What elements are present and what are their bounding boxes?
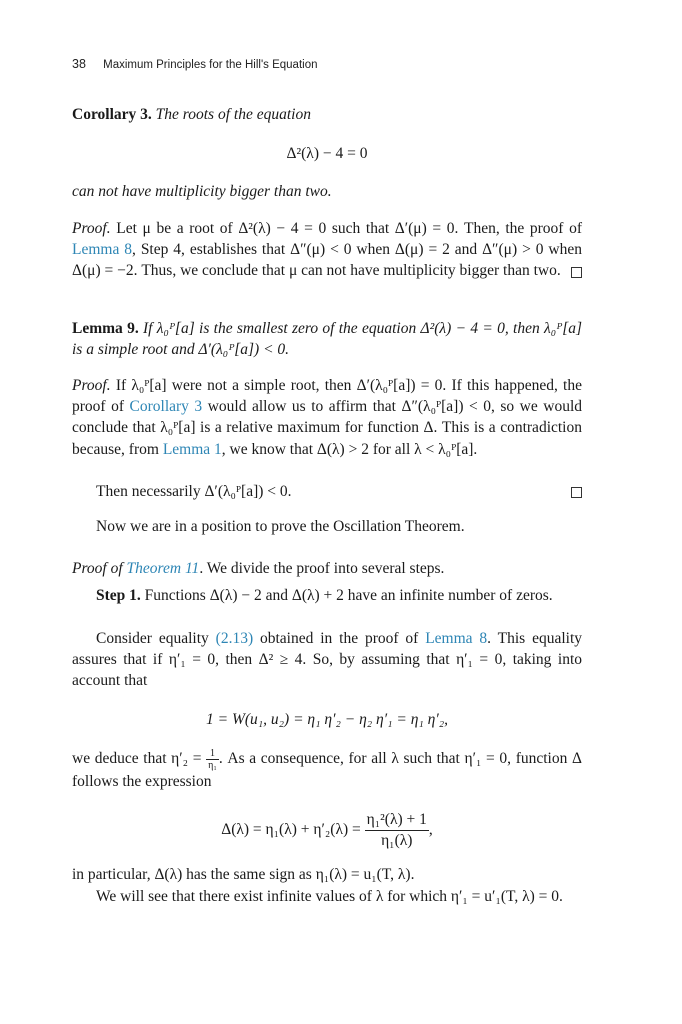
proof-of-label: Proof of [72,560,123,577]
corollary-conclusion: can not have multiplicity bigger than two. [72,183,332,200]
proof-text: Let μ be a root of Δ²(λ) − 4 = 0 such that Δ′(μ) = 0. Then, the proof of [116,220,582,237]
fraction-denominator: η₁(λ) [381,832,413,849]
proof-lemma-9-conclusion [72,481,582,502]
lemma-9-statement [72,318,582,360]
proof-theorem-11 [72,558,582,579]
proof-label: Proof. [72,220,111,237]
proof-corollary [72,218,582,282]
eq-2-13-link[interactable]: (2.13) [215,630,254,647]
step-label: Step 1. [96,587,141,604]
fraction-numerator: η₁²(λ) + 1 [365,810,429,831]
proof-intro-text: . We divide the proof into several steps. [199,560,445,577]
running-title: Maximum Principles for the Hill's Equation [103,59,318,71]
paragraph-sign: in particular, Δ(λ) has the same sign as η₁(λ) = u₁(T, λ). [72,866,415,883]
para-text: Consider equality [96,630,209,647]
delta-equation [72,810,582,851]
lemma-text: If λ₀ᴾ[a] is the smallest zero of the equation Δ²(λ) − 4 = 0, then λ₀ᴾ[a] is a simple root and Δ′(λ₀ᴾ[a]) < 0. [72,320,583,359]
corollary-3-link[interactable]: Corollary 3 [129,398,203,416]
equation-tail: , [428,821,433,839]
para-text-end: . This equality assures that if η′₁ = 0, then Δ² ≥ 4. So, by assuming that η′₁ = 0, taking into account that [72,630,582,690]
fraction-numerator: 1 [206,748,219,760]
fraction [365,810,429,851]
proof-lemma-9 [72,375,582,460]
page-number: 38 [72,57,86,71]
fraction [206,748,219,771]
para-text: obtained in the proof of [259,630,419,647]
fraction-denominator: η₁ [208,760,217,771]
lemma-1-link[interactable]: Lemma 1 [162,440,222,458]
qed-box [571,487,582,498]
conclusion-text: Then necessarily Δ′(λ₀ᴾ[a]) < 0. [96,483,292,500]
corollary-equation: Δ²(λ) − 4 = 0 [286,145,368,162]
proof-text: If λ₀ᴾ[a] were not a simple root, then Δ′(λ₀ᴾ[a]) = 0. If this happened, the proof of [72,377,582,416]
qed-box [571,267,582,278]
proof-text-cont: would allow us to affirm that Δ″(λ₀ᴾ[a]) < 0, so we would conclude that λ₀ᴾ[a] is a relative maximum for function Δ. This is a contradiction because, from [72,398,582,458]
lemma-label: Lemma 9. [72,320,139,337]
running-header [72,57,318,71]
corollary-statement [72,104,582,125]
wronskian-equation: 1 = W(u₁, u₂) = η₁ η′₂ − η₂ η′₁ = η₁ η′₂, [206,711,448,728]
paragraph-deduce [72,748,582,792]
theorem-11-link[interactable]: Theorem 11 [126,560,200,577]
lemma-8-link[interactable]: Lemma 8 [425,630,488,647]
equation-lhs: Δ(λ) = η₁(λ) + η′₂(λ) = [221,821,361,839]
para-text: we deduce that η′₂ = [72,750,202,768]
transition-sentence: Now we are in a position to prove the Oscillation Theorem. [96,518,465,535]
paragraph-infinite: We will see that there exist infinite values of λ for which η′₁ = u′₁(T, λ) = 0. [96,888,563,905]
paragraph-equality [72,628,582,692]
proof-label: Proof. [72,377,111,394]
proof-text-cont: , Step 4, establishes that Δ″(μ) < 0 when Δ(μ) = 2 and Δ″(μ) > 0 when Δ(μ) = −2. Thus, we conclude that μ can not have multiplicity bigger than two. [72,241,582,280]
step-1 [72,585,582,606]
corollary-label: Corollary 3. [72,106,152,123]
proof-text-end: , we know that Δ(λ) > 2 for all λ < λ₀ᴾ[a]. [221,440,478,458]
lemma-8-link[interactable]: Lemma 8 [72,241,133,259]
corollary-text: The roots of the equation [155,106,311,123]
para-text-end: . As a consequence, for all λ such that η′₁ = 0, function Δ follows the expression [72,750,582,790]
step-text: Functions Δ(λ) − 2 and Δ(λ) + 2 have an infinite number of zeros. [144,587,553,604]
